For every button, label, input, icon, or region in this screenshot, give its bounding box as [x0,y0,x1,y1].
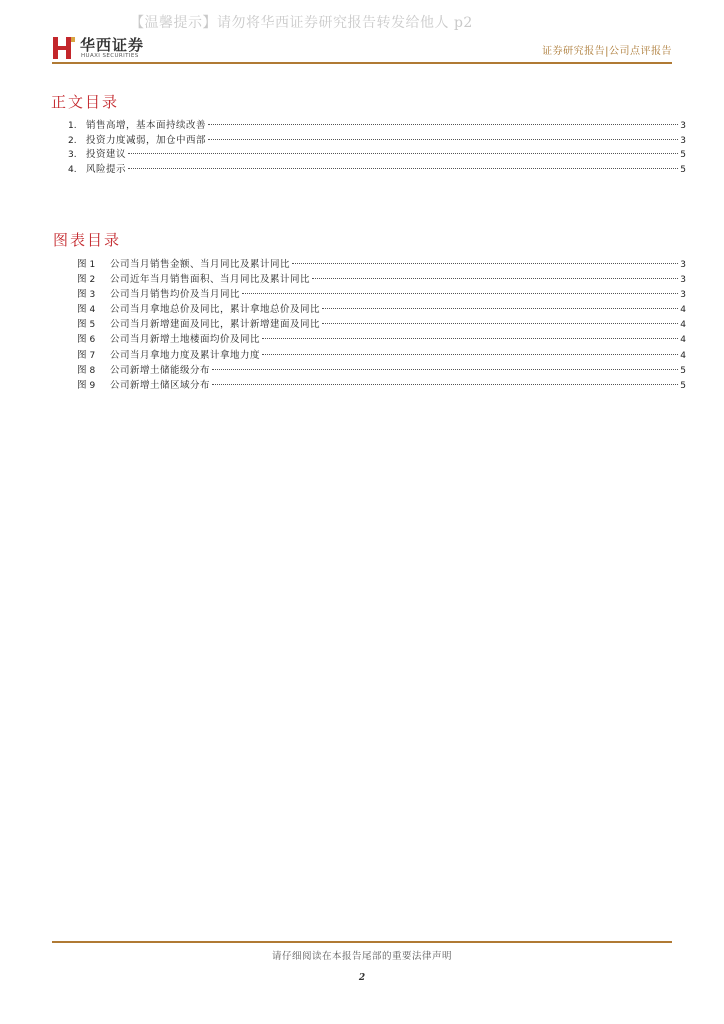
toc-item[interactable] [68,134,686,149]
toc-leader-dots [208,139,678,140]
header-divider [52,62,672,64]
toc-item-number: 1. [68,121,77,131]
company-logo [52,34,172,62]
page-number: 2 [358,973,366,983]
figure-item-label: 公司近年当月销售面积、当月同比及累计同比 [110,274,311,286]
figure-item-label: 公司新增土储能级分布 [110,364,211,376]
footer-divider [52,941,672,943]
toc-item-label: 销售高增，基本面持续改善 [86,120,207,131]
toc-item-number: 4. [68,164,77,175]
figure-item-number: 图 5 [77,319,96,331]
toc-leader-dots [322,308,678,309]
toc-leader-dots [242,293,678,294]
figure-item[interactable] [77,302,686,317]
figure-item-label: 公司当月拿地总价及同比，累计拿地总价及同比 [110,304,321,316]
figure-item[interactable] [77,287,686,302]
figure-item-label: 公司当月新增建面及同比，累计新增建面及同比 [110,319,321,331]
toc-leader-dots [312,278,678,279]
figure-item-page: 4 [680,335,686,346]
figure-item-label: 公司当月销售金额、当月同比及累计同比 [110,259,291,270]
figure-item-page: 5 [680,365,686,376]
figure-item-number: 图 8 [77,364,96,376]
toc-item[interactable] [68,163,686,178]
watermark-notice: 【温馨提示】请勿将华西证券研究报告转发给他人 p2 [130,15,473,31]
toc-title: 正文目录 [51,93,120,111]
figure-item-label: 公司当月销售均价及当月同比 [110,289,241,301]
figure-item-page: 4 [680,305,686,316]
figure-item-number: 图 2 [77,274,96,286]
toc-leader-dots [212,384,678,385]
toc-leader-dots [322,323,678,324]
figure-item[interactable] [77,257,686,272]
toc-leader-dots [212,369,678,370]
toc-item-page: 5 [680,150,686,160]
toc-item[interactable] [68,148,686,163]
figure-item-number: 图 7 [77,349,96,361]
figure-item-number: 图 3 [77,289,96,301]
figure-item-page: 4 [680,350,686,361]
huaxi-logo-icon [52,35,76,61]
figure-item[interactable] [77,363,686,378]
figure-item-label: 公司新增土储区域分布 [110,379,211,391]
figure-item[interactable] [77,317,686,332]
toc-item-number: 2. [68,135,77,146]
toc-leader-dots [292,263,678,264]
toc-item-label: 风险提示 [86,163,127,175]
figure-item-page: 4 [680,320,686,331]
figure-item[interactable] [77,348,686,363]
toc-list [68,119,686,177]
legal-disclaimer-note: 请仔细阅读在本报告尾部的重要法律声明 [271,951,452,962]
toc-leader-dots [128,168,678,169]
figure-item-number: 图 6 [77,334,96,346]
toc-item-page: 3 [680,135,686,146]
figure-item-label: 公司当月拿地力度及累计拿地力度 [110,349,261,361]
figure-item-number: 图 1 [77,259,96,270]
figure-item-page: 3 [680,290,686,301]
toc-item-label: 投资力度减弱，加仓中西部 [86,134,207,146]
toc-item-page: 3 [680,121,686,131]
logo-english-name: HUAXI SECURITIES [81,53,139,59]
toc-leader-dots [262,338,678,339]
figure-item-label: 公司当月新增土地楼面均价及同比 [110,334,261,346]
figures-title: 图表目录 [53,231,122,249]
toc-item[interactable] [68,119,686,134]
figure-item-number: 图 9 [77,379,96,391]
figure-item[interactable] [77,332,686,347]
figure-item[interactable] [77,272,686,287]
figure-item[interactable] [77,378,686,393]
toc-leader-dots [262,354,678,355]
logo-chinese-name: 华西证券 [80,36,145,54]
toc-item-page: 5 [680,164,686,175]
figure-item-page: 5 [680,380,686,391]
toc-leader-dots [128,153,678,154]
report-type-label: 证券研究报告|公司点评报告 [542,46,672,57]
toc-item-label: 投资建议 [86,149,127,160]
figure-list [77,257,686,393]
figure-item-number: 图 4 [77,304,96,316]
toc-item-number: 3. [68,150,77,160]
figure-item-page: 3 [680,260,686,270]
figure-item-page: 3 [680,275,686,286]
toc-leader-dots [208,124,678,125]
